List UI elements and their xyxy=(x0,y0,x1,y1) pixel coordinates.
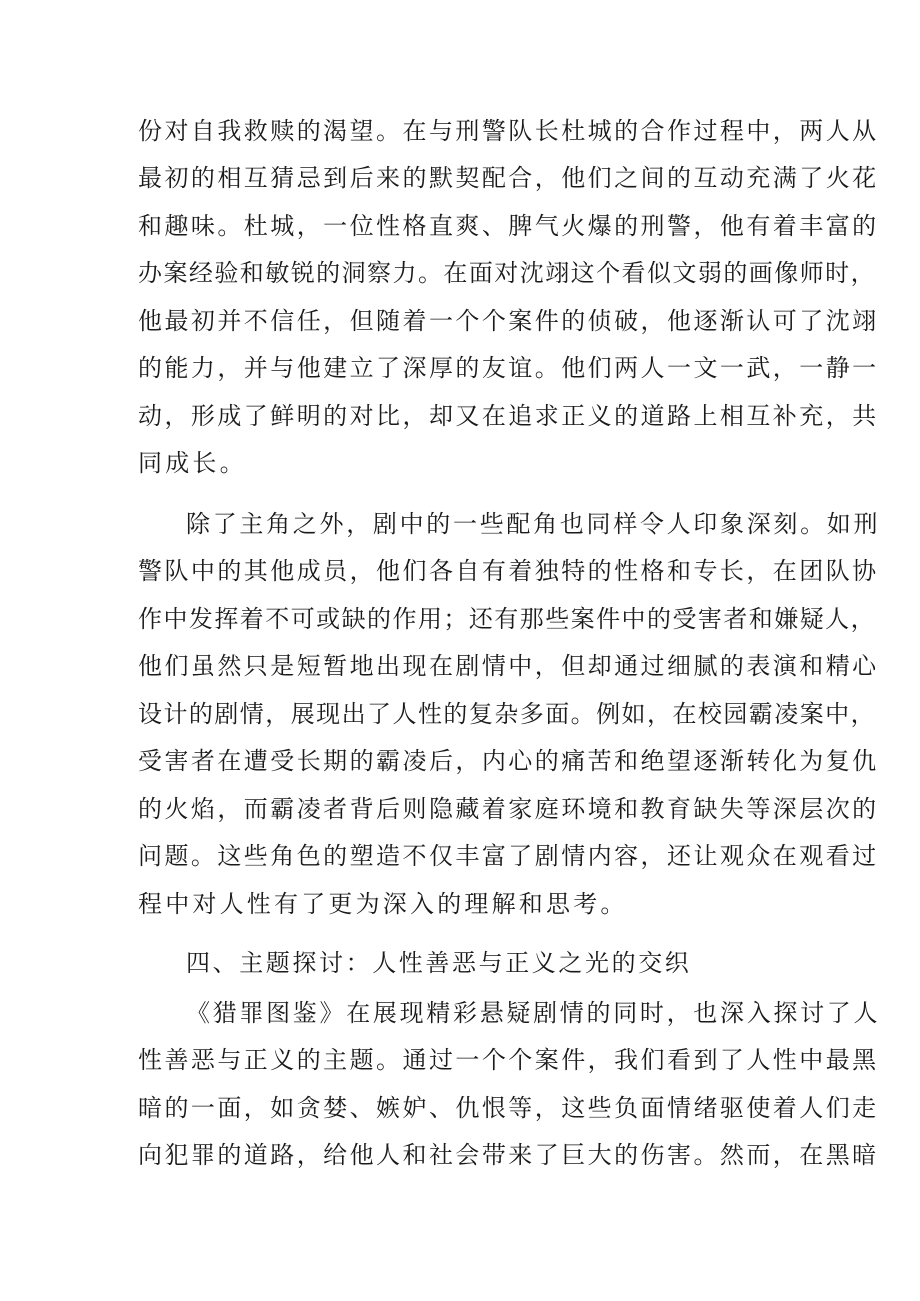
paragraph-line: 的火焰，而霸凌者背后则隐藏着家庭环境和教育缺失等深层次的 xyxy=(138,795,879,823)
paragraph-line: 除了主角之外，剧中的一些配角也同样令人印象深刻。如刑 xyxy=(186,510,881,538)
paragraph-line: 设计的剧情，展现出了人性的复杂多面。例如，在校园霸凌案中， xyxy=(138,700,877,728)
paragraph-line: 受害者在遭受长期的霸凌后，内心的痛苦和绝望逐渐转化为复仇 xyxy=(138,747,879,775)
paragraph-line: 问题。这些角色的塑造不仅丰富了剧情内容，还让观众在观看过 xyxy=(138,842,879,870)
paragraph-line: 最初的相互猜忌到后来的默契配合，他们之间的互动充满了火花 xyxy=(138,164,879,192)
paragraph-line: 的能力，并与他建立了深厚的友谊。他们两人一文一武，一静一 xyxy=(138,354,879,382)
paragraph-line: 性善恶与正义的主题。通过一个个案件，我们看到了人性中最黑 xyxy=(138,1046,879,1074)
paragraph-line: 《猎罪图鉴》在展现精彩悬疑剧情的同时，也深入探讨了人 xyxy=(186,999,881,1027)
paragraph-line: 办案经验和敏锐的洞察力。在面对沈翊这个看似文弱的画像师时， xyxy=(138,259,877,287)
paragraph-line: 同成长。 xyxy=(138,449,247,477)
paragraph-line: 他们虽然只是短暂地出现在剧情中，但却通过细腻的表演和精心 xyxy=(138,652,879,680)
paragraph-line: 他最初并不信任，但随着一个个案件的侦破，他逐渐认可了沈翊 xyxy=(138,307,879,335)
paragraph-line: 向犯罪的道路，给他人和社会带来了巨大的伤害。然而，在黑暗 xyxy=(138,1141,879,1169)
paragraph-line: 程中对人性有了更为深入的理解和思考。 xyxy=(138,890,628,918)
paragraph-line: 暗的一面，如贪婪、嫉妒、仇恨等，这些负面情绪驱使着人们走 xyxy=(138,1094,879,1122)
section-heading: 四、主题探讨：人性善恶与正义之光的交织 xyxy=(186,949,692,977)
paragraph-line: 份对自我救赎的渴望。在与刑警队长杜城的合作过程中，两人从 xyxy=(138,117,879,145)
paragraph-line: 作中发挥着不可或缺的作用；还有那些案件中的受害者和嫌疑人， xyxy=(138,605,877,633)
paragraph-line: 动，形成了鲜明的对比，却又在追求正义的道路上相互补充，共 xyxy=(138,402,879,430)
paragraph-line: 警队中的其他成员，他们各自有着独特的性格和专长，在团队协 xyxy=(138,557,879,585)
paragraph-line: 和趣味。杜城，一位性格直爽、脾气火爆的刑警，他有着丰富的 xyxy=(138,212,879,240)
